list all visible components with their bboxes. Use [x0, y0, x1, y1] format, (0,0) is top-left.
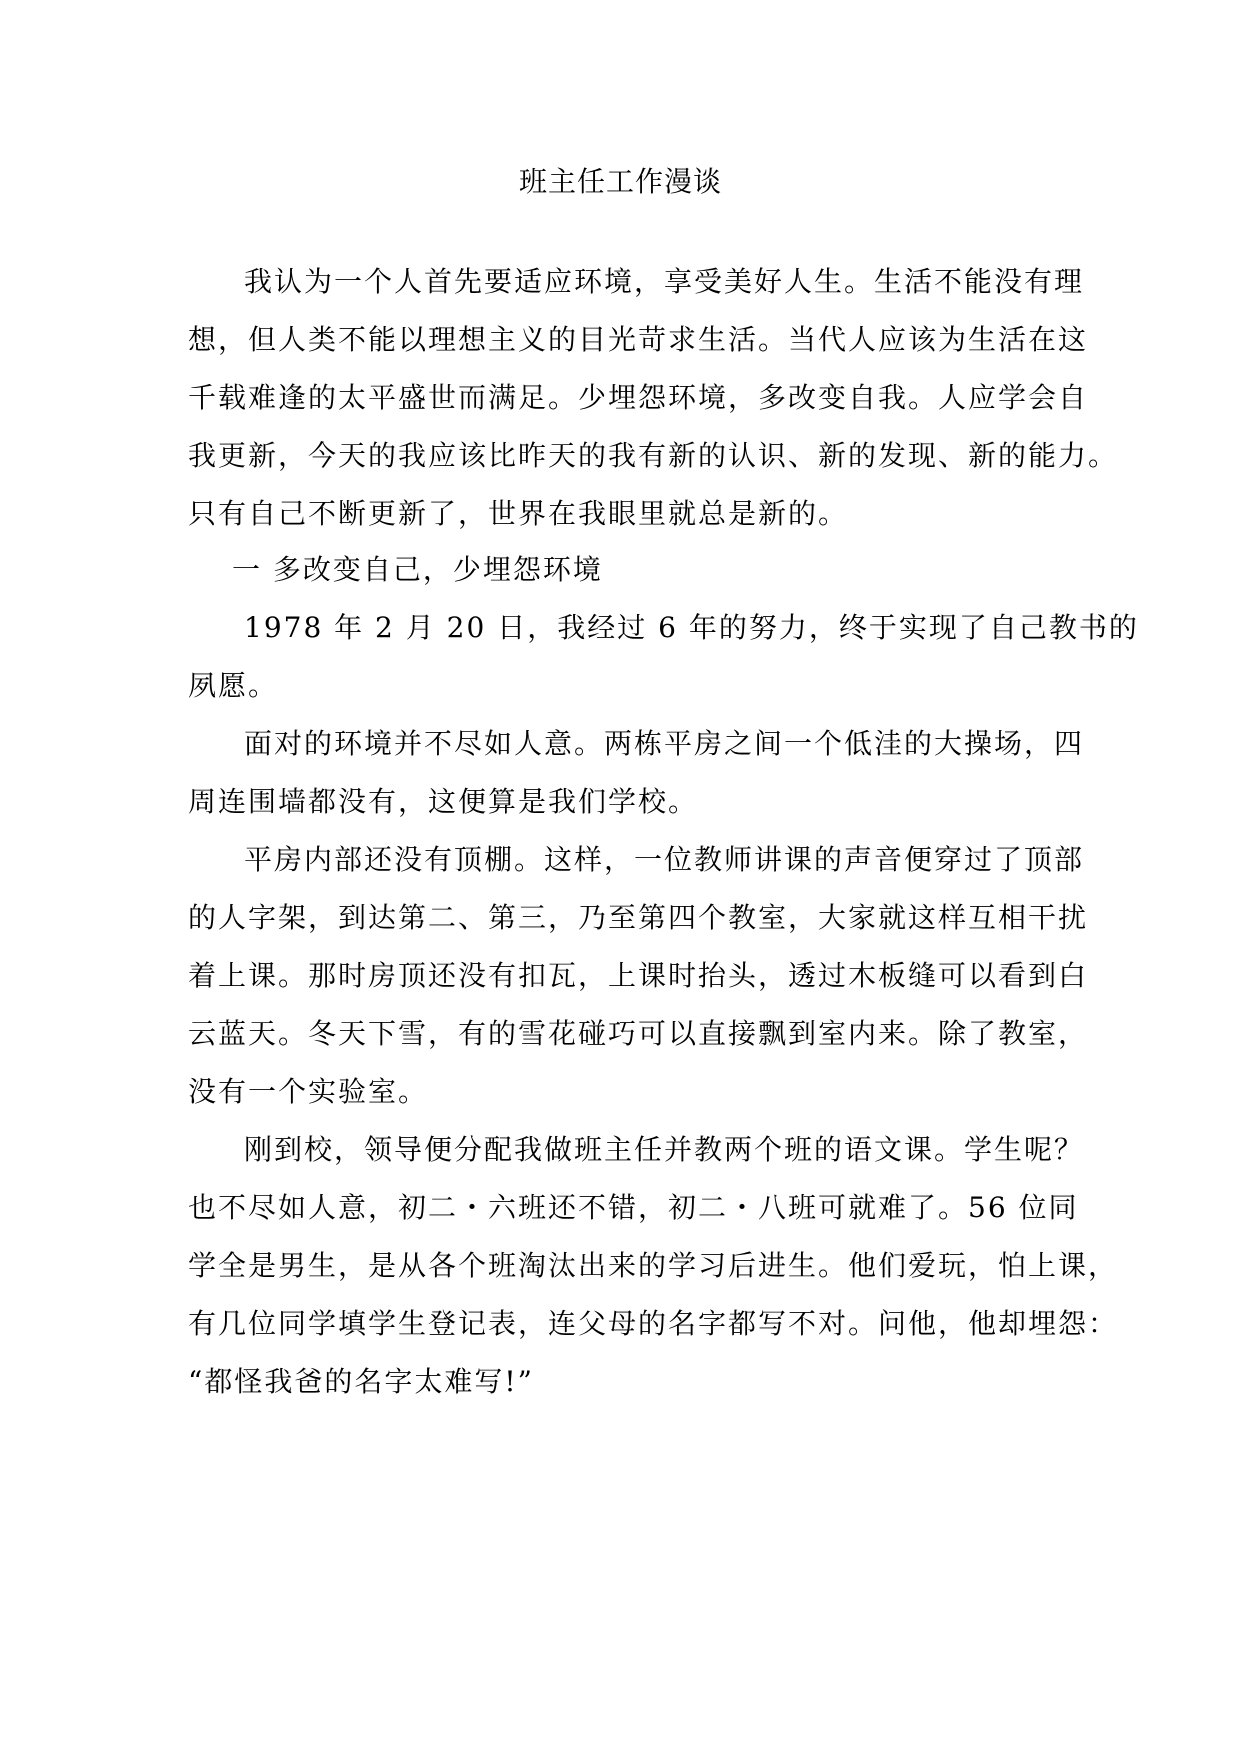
document-title: 班主任工作漫谈 — [518, 165, 722, 198]
paragraph-line: 周连围墙都没有，这便算是我们学校。 — [188, 785, 699, 818]
paragraph-line: 刚到校，领导便分配我做班主任并教两个班的语文课。学生呢？ — [244, 1133, 1085, 1166]
paragraph-line: 我认为一个人首先要适应环境，享受美好人生。生活不能没有理 — [244, 265, 1085, 298]
section-heading: 一 多改变自己，少埋怨环境 — [232, 553, 603, 586]
paragraph-line: 学全是男生，是从各个班淘汰出来的学习后进生。他们爱玩，怕上课， — [188, 1249, 1119, 1282]
paragraph-line: 平房内部还没有顶棚。这样，一位教师讲课的声音便穿过了顶部 — [244, 843, 1085, 876]
paragraph-line: “都怪我爸的名字太难写!” — [188, 1365, 534, 1398]
paragraph-line: 没有一个实验室。 — [188, 1075, 429, 1108]
paragraph-line: 云蓝天。冬天下雪，有的雪花碰巧可以直接飘到室内来。除了教室， — [188, 1017, 1089, 1050]
paragraph-line: 的人字架，到达第二、第三，乃至第四个教室，大家就这样互相干扰 — [188, 901, 1089, 934]
paragraph-line: 着上课。那时房顶还没有扣瓦，上课时抬头，透过木板缝可以看到白 — [188, 959, 1089, 992]
paragraph-line: 我更新，今天的我应该比昨天的我有新的认识、新的发现、新的能力。 — [188, 439, 1119, 472]
paragraph-line: 有几位同学填学生登记表，连父母的名字都写不对。问他，他却埋怨： — [188, 1307, 1119, 1340]
paragraph-line: 想，但人类不能以理想主义的目光苛求生活。当代人应该为生活在这 — [188, 323, 1089, 356]
paragraph-line: 夙愿。 — [188, 669, 279, 702]
paragraph-line: 只有自己不断更新了，世界在我眼里就总是新的。 — [188, 497, 849, 530]
paragraph-line: 面对的环境并不尽如人意。两栋平房之间一个低洼的大操场，四 — [244, 727, 1085, 760]
paragraph-line: 千载难逢的太平盛世而满足。少埋怨环境，多改变自我。人应学会自 — [188, 381, 1089, 414]
paragraph-line: 1978 年 2 月 20 日，我经过 6 年的努力，终于实现了自己教书的 — [244, 611, 1139, 644]
paragraph-line: 也不尽如人意，初二・六班还不错，初二・八班可就难了。56 位同 — [188, 1191, 1079, 1224]
